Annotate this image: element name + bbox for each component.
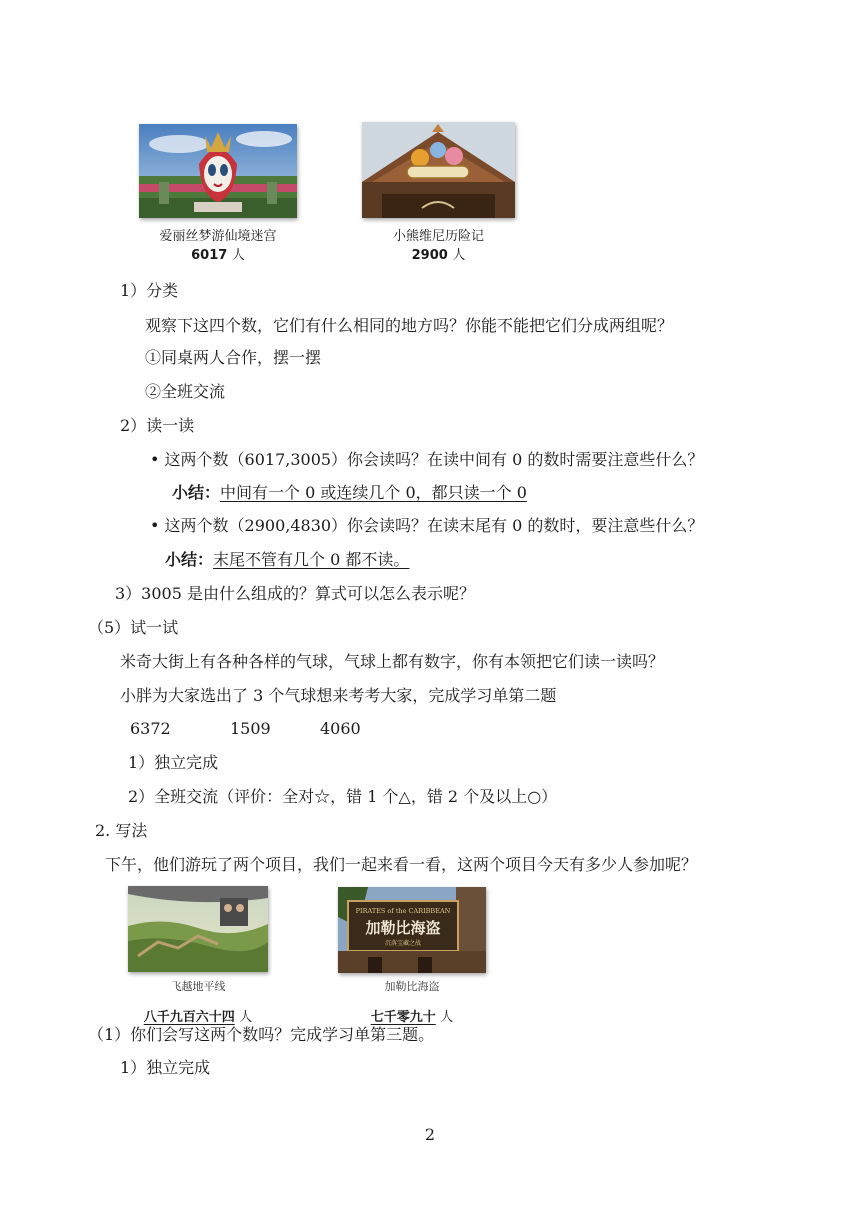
sign-subtitle: 沉落宝藏之战 — [384, 940, 422, 947]
number-3: 4060 — [320, 719, 361, 738]
step-evaluate: 2）全班交流（评价：全对☆，错 1 个△，错 2 个及以上○） — [128, 787, 558, 806]
sign-title: PIRATES of the CARIBBEAN — [355, 907, 451, 915]
visitor-count: 2900 人 — [411, 248, 466, 263]
question-write: （1）你们会写这两个数吗？完成学习单第三题。 — [88, 1025, 435, 1044]
activity-pair: ①同桌两人合作，摆一摆 — [145, 348, 322, 367]
visitor-count: 八千九百六十四 人 — [143, 1010, 253, 1025]
summary-label: 小结： — [165, 550, 214, 569]
number-1: 6372 — [130, 719, 171, 738]
question-middle-zero: • 这两个数（6017,3005）你会读吗？在读中间有 0 的数时需要注意些什么？ — [150, 450, 704, 469]
question-composition: 3）3005 是由什么组成的？算式可以怎么表示呢？ — [115, 584, 475, 603]
pirates-caribbean-photo — [338, 887, 486, 973]
attraction-name: 小熊维尼历险记 — [392, 229, 484, 244]
winnie-pooh-photo — [362, 122, 515, 218]
afternoon-intro: 下午，他们游玩了两个项目，我们一起来看一看，这两个项目今天有多少人参加呢？ — [105, 855, 698, 874]
soaring-horizon-caption — [128, 978, 268, 1025]
summary-middle-zero — [172, 482, 527, 504]
step-read: 2）读一读 — [120, 416, 195, 435]
balloon-intro: 米奇大街上有各种各样的气球，气球上都有数字，你有本领把它们读一读吗？ — [120, 652, 665, 671]
page-number: 2 — [424, 1125, 436, 1144]
summary-label: 小结： — [172, 483, 221, 502]
sign-chinese: 加勒比海盗 — [365, 919, 441, 937]
winnie-pooh-caption — [362, 225, 515, 263]
attraction-name: 加勒比海盗 — [384, 980, 440, 993]
balloon-task: 小胖为大家选出了 3 个气球想来考考大家，完成学习单第二题 — [120, 686, 557, 705]
section-writing: 2. 写法 — [95, 821, 148, 840]
summary-text: 末尾不管有几个 0 都不读。 — [213, 550, 410, 569]
question-observe: 观察下这四个数，它们有什么相同的地方吗？你能不能把它们分成两组呢？ — [145, 316, 674, 335]
step-independent-2: 1）独立完成 — [120, 1058, 211, 1077]
attraction-name: 飞越地平线 — [170, 980, 226, 993]
number-2: 1509 — [230, 719, 271, 738]
alice-maze-caption — [139, 225, 297, 263]
visitor-count: 6017 人 — [191, 248, 245, 263]
activity-class: ②全班交流 — [145, 382, 226, 401]
section-try: （5）试一试 — [88, 618, 179, 637]
visitor-count: 七千零九十 人 — [370, 1010, 454, 1025]
soaring-horizon-photo — [128, 886, 268, 972]
pirates-caribbean-caption — [338, 978, 486, 1025]
alice-maze-photo — [139, 124, 297, 218]
summary-text: 中间有一个 0 或连续几个 0，都只读一个 0 — [220, 483, 527, 502]
summary-end-zero — [165, 549, 409, 571]
step-independent: 1）独立完成 — [128, 753, 219, 772]
step-classify: 1）分类 — [120, 281, 179, 300]
attraction-name: 爱丽丝梦游仙境迷宫 — [159, 229, 277, 244]
question-end-zero: • 这两个数（2900,4830）你会读吗？在读末尾有 0 的数时，要注意些什么？ — [150, 516, 704, 535]
